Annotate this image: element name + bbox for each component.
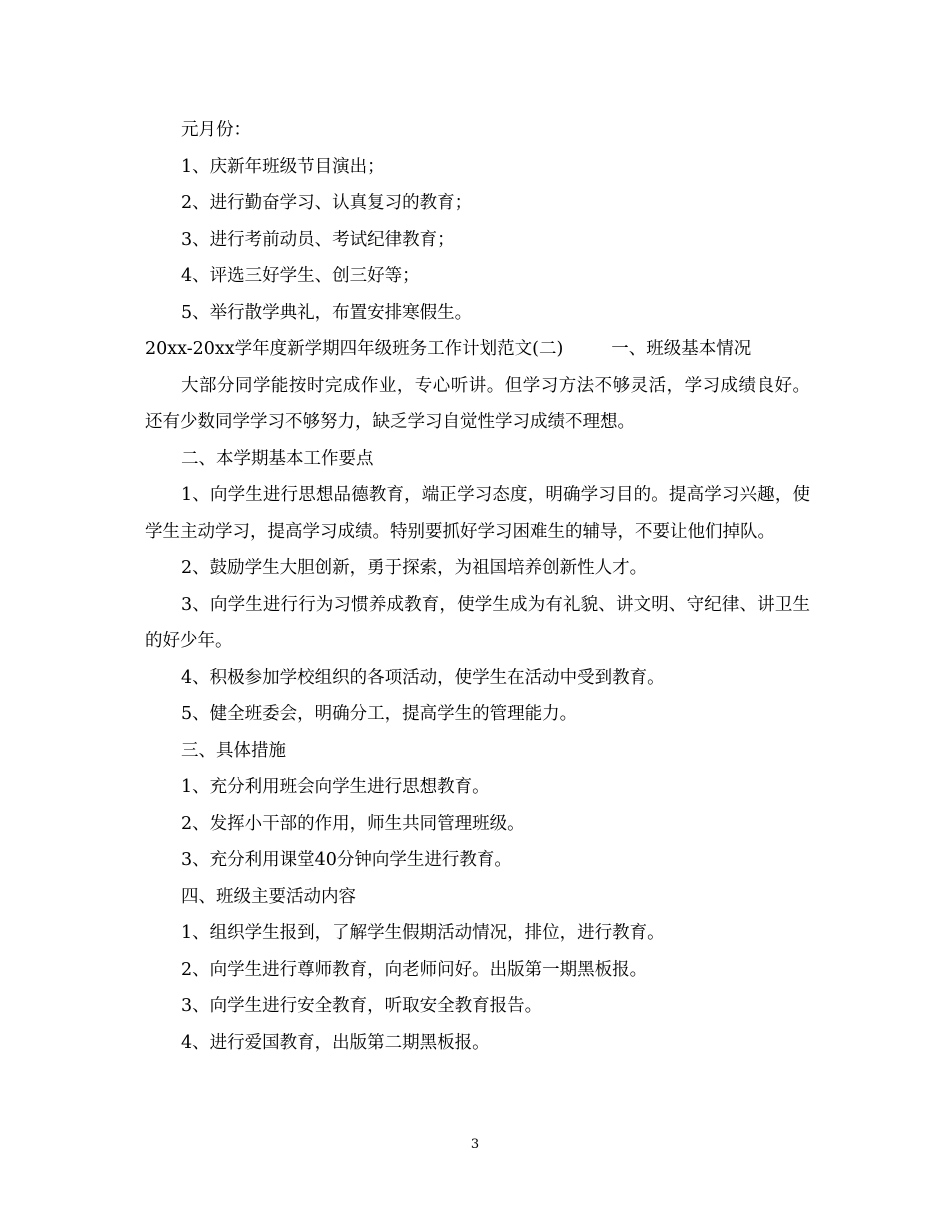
document-title-line bbox=[145, 331, 810, 368]
section-heading-4: 四、班级主要活动内容 bbox=[181, 886, 356, 907]
list-item: 1、庆新年班级节目演出； bbox=[181, 156, 385, 177]
month-heading: 元月份： bbox=[181, 120, 251, 140]
list-item: 4、评选三好学生、创三好等； bbox=[181, 266, 420, 286]
paragraph-item: 3、向学生进行行为习惯养成教育，使学生成为有礼貌、讲文明、守纪律、讲卫生的好少年。 bbox=[145, 594, 810, 651]
page-number: 3 bbox=[470, 1137, 480, 1152]
paragraph-item: 5、健全班委会，明确分工，提高学生的管理能力。 bbox=[181, 704, 578, 724]
list-item: 1、充分利用班会向学生进行思想教育。 bbox=[181, 777, 490, 797]
list-item: 5、举行散学典礼，布置安排寒假生。 bbox=[181, 302, 473, 323]
list-item: 3、进行考前动员、考试纪律教育； bbox=[181, 229, 455, 250]
list-item: 2、向学生进行尊师教育，向老师问好。出版第一期黑板报。 bbox=[181, 959, 648, 980]
section-heading-2: 二、本学期基本工作要点 bbox=[181, 448, 374, 469]
list-item: 2、进行勤奋学习、认真复习的教育； bbox=[181, 193, 473, 213]
list-item: 3、向学生进行安全教育，听取安全教育报告。 bbox=[181, 996, 543, 1016]
list-item: 4、进行爱国教育，出版第二期黑板报。 bbox=[181, 1032, 490, 1053]
paragraph-situation: 大部分同学能按时完成作业，专心听讲。但学习方法不够灵活，学习成绩良好。还有少数同学学习不够努力，缺乏学习自觉性学习成绩不理想。 bbox=[145, 375, 810, 432]
section-heading-3: 三、具体措施 bbox=[181, 740, 286, 761]
paragraph-item: 2、鼓励学生大胆创新，勇于探索，为祖国培养创新性人才。 bbox=[181, 558, 648, 578]
paragraph-item: 1、向学生进行思想品德教育，端正学习态度，明确学习目的。提高学习兴趣，使学生主动学习，提高学习成绩。特别要抓好学习困难生的辅导，不要让他们掉队。 bbox=[145, 485, 810, 542]
list-item: 1、组织学生报到，了解学生假期活动情况，排位，进行教育。 bbox=[181, 923, 665, 943]
list-item: 2、发挥小干部的作用，师生共同管理班级。 bbox=[181, 813, 525, 834]
list-item: 3、充分利用课堂40分钟向学生进行教育。 bbox=[181, 850, 512, 870]
document-title: 20xx-20xx学年度新学期四年级班务工作计划范文(二) bbox=[145, 339, 564, 359]
paragraph-item: 4、积极参加学校组织的各项活动，使学生在活动中受到教育。 bbox=[181, 667, 665, 688]
document-body bbox=[145, 112, 810, 1061]
section-heading-1: 一、班级基本情况 bbox=[611, 339, 752, 359]
